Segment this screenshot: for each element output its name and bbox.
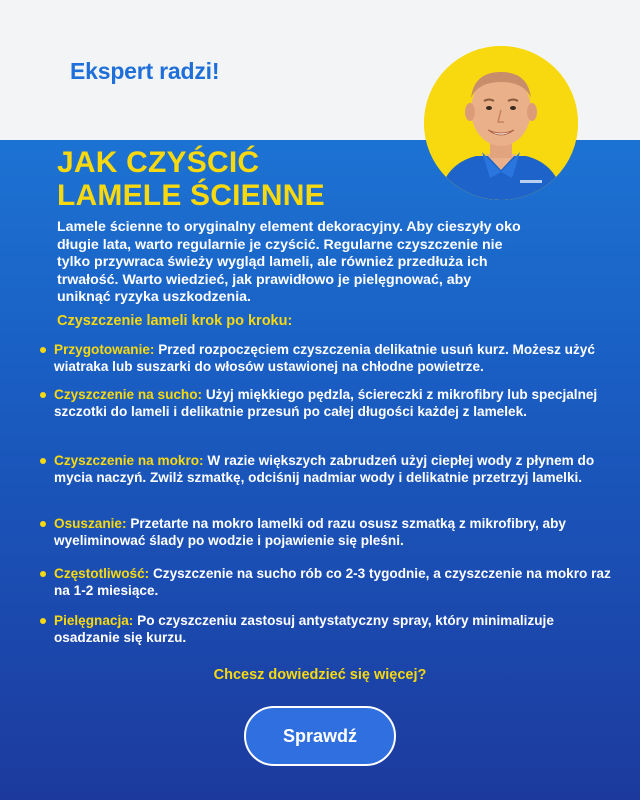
bullet-icon — [40, 347, 46, 353]
step-text: Przetarte na mokro lamelki od razu osusz szmatką z mikrofibry, aby wyeliminować ślady po wodzie i pojawienie się pleśni. — [54, 516, 566, 549]
list-item — [40, 565, 620, 599]
step-text: W razie większych zabrudzeń użyj ciepłej wody z płynem do mycia naczyń. Zwilż szmatkę, odciśnij nadmiar wody i delikatnie przetrzyj lamelki. — [54, 453, 595, 486]
page-title — [57, 146, 325, 212]
step-label: Czyszczenie na mokro: — [54, 453, 204, 468]
step-label: Częstotliwość: — [54, 566, 150, 581]
list-item — [40, 341, 620, 375]
step-text: Przed rozpoczęciem czyszczenia delikatnie usuń kurz. Możesz użyć wiatraka lub suszarki do włosów ustawionej na chłodne powietrze. — [54, 342, 595, 375]
expert-portrait-icon — [424, 46, 578, 200]
bullet-icon — [40, 521, 46, 527]
step-label: Czyszczenie na sucho: — [54, 387, 203, 402]
step-text: Po czyszczeniu zastosuj antystatyczny spray, który minimalizuje osadzanie się kurzu. — [54, 613, 554, 646]
intro-paragraph: Lamele ścienne to oryginalny element dekoracyjny. Aby cieszyły oko długie lata, warto regularnie je czyścić. Regularne czyszczenie nie tylko przywraca świeży wygląd lameli, ale również przedłuża ich trwałość. Warto wiedzieć, jak prawidłowo je pielęgnować, aby uniknąć ryzyka uszkodzenia. — [57, 219, 521, 306]
bullet-icon — [40, 392, 46, 398]
step-label: Pielęgnacja: — [54, 613, 134, 628]
brand-heading: Ekspert radzi! — [70, 58, 220, 84]
step-label: Osuszanie: — [54, 516, 127, 531]
step-text: Użyj miękkiego pędzla, ściereczki z mikrofibry lub specjalnej szczotki do lameli i delikatnie przesuń po całej długości każdej z lamelek. — [54, 387, 598, 420]
list-item — [40, 452, 620, 486]
list-item — [40, 515, 620, 549]
title-line-1: JAK CZYŚCIĆ — [57, 146, 260, 179]
check-button[interactable]: Sprawdź — [244, 706, 396, 766]
list-item — [40, 612, 620, 646]
bullet-icon — [40, 618, 46, 624]
steps-heading: Czyszczenie lameli krok po kroku: — [57, 313, 293, 329]
step-label: Przygotowanie: — [54, 342, 155, 357]
step-text: Czyszczenie na sucho rób co 2-3 tygodnie, a czyszczenie na mokro raz na 1-2 miesiące. — [54, 566, 611, 599]
expert-avatar — [424, 46, 578, 200]
bullet-icon — [40, 458, 46, 464]
title-line-2: LAMELE ŚCIENNE — [57, 179, 325, 212]
cta-question: Chcesz dowiedzieć się więcej? — [213, 667, 427, 683]
list-item — [40, 386, 620, 420]
bullet-icon — [40, 571, 46, 577]
